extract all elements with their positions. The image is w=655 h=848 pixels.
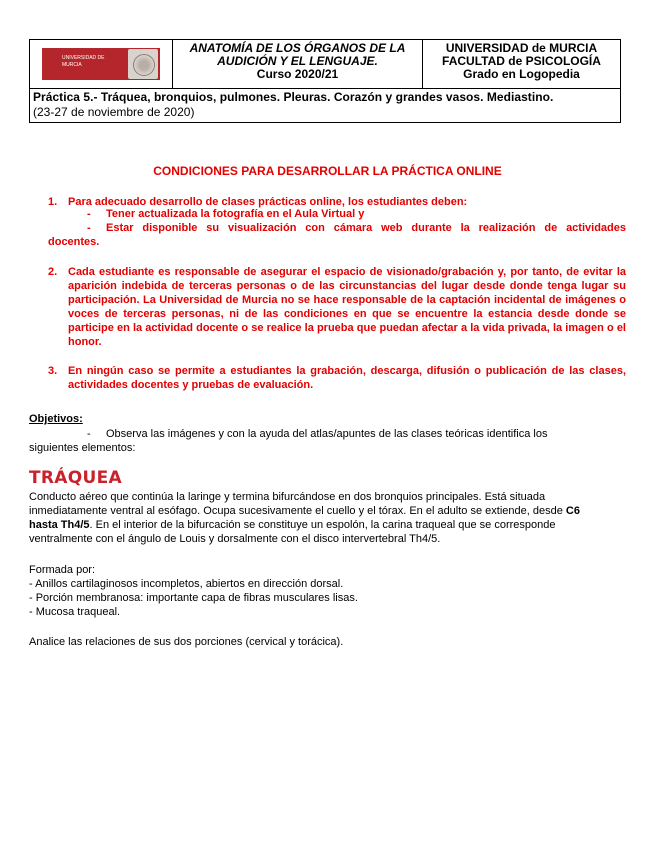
header-row [30, 40, 620, 89]
university-seal-icon [128, 49, 158, 79]
analyze-instruction: Analice las relaciones de sus dos porciones (cervical y torácica). [29, 636, 344, 648]
practice-title: Práctica 5.- Tráquea, bronquios, pulmones. Pleuras. Corazón y grandes vasos. Mediastino. [33, 90, 554, 104]
objectives-label: Objetivos: [29, 413, 83, 425]
trachea-paragraph-line [29, 504, 619, 518]
condition-item-3 [48, 364, 626, 392]
trachea-paragraph-line: ventralmente con el ángulo de Louis y dorsalmente con el disco intervertebral Th4/5. [29, 533, 441, 545]
trachea-part-item: - Porción membranosa: importante capa de fibras musculares lisas. [29, 592, 358, 604]
trachea-part-item: - Anillos cartilaginosos incompletos, abiertos en dirección dorsal. [29, 578, 344, 590]
formed-by-label: Formada por: [29, 564, 96, 576]
practice-dates: (23-27 de noviembre de 2020) [33, 105, 195, 119]
trachea-paragraph-line: Conducto aéreo que continúa la laringe y termina bifurcándose en dos bronquios principales. Está situada [29, 491, 546, 503]
condition-number: 1. [48, 196, 58, 208]
vertebra-th45: hasta Th4/5 [29, 519, 90, 531]
course-year: Curso 2020/21 [256, 67, 339, 81]
condition-bullet-camera-cont: docentes. [48, 236, 100, 248]
conditions-title: CONDICIONES PARA DESARROLLAR LA PRÁCTICA ONLINE [153, 164, 502, 178]
logo-line-2: MURCIA [62, 62, 82, 68]
bullet-dash: - [87, 222, 91, 234]
trachea-text: inmediatamente ventral al esófago. Ocupa sucesivamente el cuello y el tórax. En el adulto se extiende, desde [29, 505, 566, 517]
subject-line-1: ANATOMÍA DE LOS ÓRGANOS DE LA [189, 41, 406, 55]
subject-line-2: AUDICIÓN Y EL LENGUAJE. [217, 54, 378, 68]
degree-name: Grado en Logopedia [463, 67, 580, 81]
faculty-name: FACULTAD de PSICOLOGÍA [442, 54, 601, 68]
logo-cell [30, 40, 173, 88]
university-cell [423, 40, 620, 88]
practice-row [30, 89, 620, 122]
condition-text: Cada estudiante es responsable de asegurar el espacio de visionado/grabación y, por tanto, de evitar la aparición indebida de terceras personas o de las circunstancias del lugar desde donde tenga lugar su participación. La Universidad de Murcia no se hace responsable de la captación incidental de imágenes o voces de terceras personas, ni de las condiciones en que se encuentre la estancia desde donde se participe en la actividad docente o se realice la prueba que puedan afectar a la vida privada, la imagen o el honor. [68, 266, 626, 348]
trachea-heading: TRÁQUEA [29, 468, 122, 488]
trachea-paragraph-line [29, 518, 619, 532]
trachea-part-item: - Mucosa traqueal. [29, 606, 121, 618]
condition-number: 2. [48, 266, 58, 278]
bullet-dash: - [87, 428, 91, 440]
condition-item-2 [48, 265, 626, 349]
condition-text: Para adecuado desarrollo de clases prácticas online, los estudiantes deben: [68, 196, 468, 208]
university-name: UNIVERSIDAD de MURCIA [445, 41, 598, 55]
subject-cell [173, 40, 423, 88]
objectives-text-cont: siguientes elementos: [29, 442, 136, 454]
bullet-dash: - [87, 208, 91, 220]
condition-bullet-camera: Estar disponible su visualización con cámara web durante la realización de actividades [106, 222, 626, 234]
condition-text: En ningún caso se permite a estudiantes la grabación, descarga, difusión o publicación de las clases, actividades docentes y pruebas de evaluación. [68, 365, 626, 391]
logo-line-1: UNIVERSIDAD DE [62, 55, 105, 61]
condition-bullet-photo: Tener actualizada la fotografía en el Aula Virtual y [106, 208, 365, 220]
trachea-text: . En el interior de la bifurcación se constituye un espolón, la carina traqueal que se corresponde [89, 519, 556, 531]
header-table [29, 39, 621, 123]
vertebra-c6: C6 [565, 505, 580, 517]
logo-text [42, 48, 128, 80]
condition-number: 3. [48, 365, 58, 377]
objectives-text: Observa las imágenes y con la ayuda del atlas/apuntes de las clases teóricas identifica los [106, 428, 548, 440]
university-logo [42, 48, 160, 80]
